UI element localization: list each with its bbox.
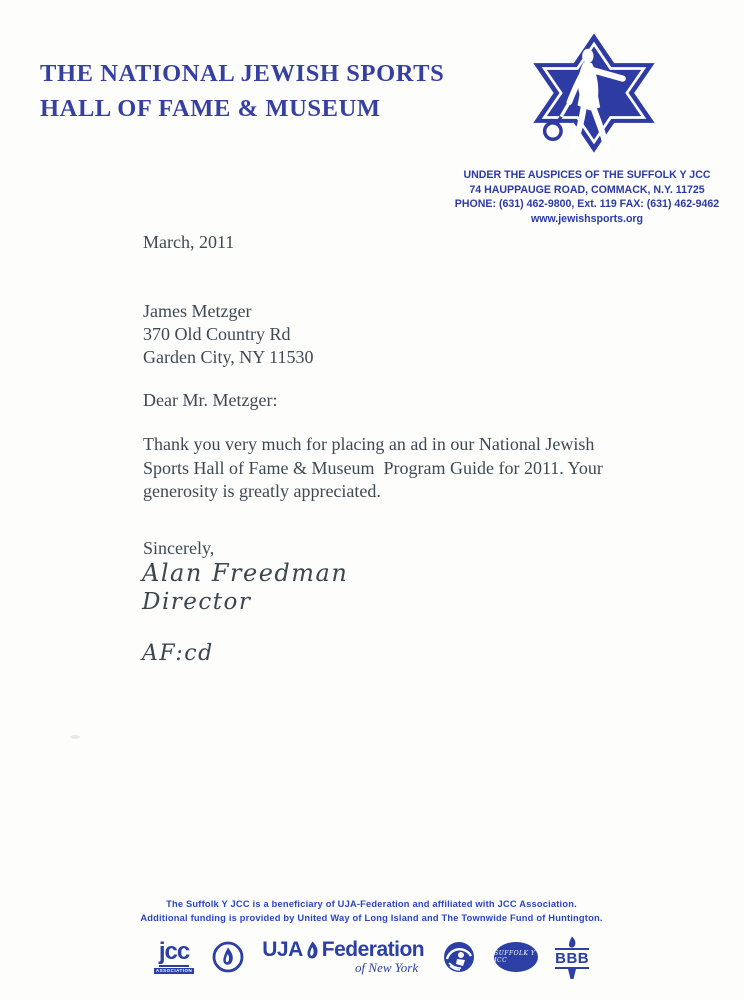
recipient-name: James Metzger	[143, 301, 252, 321]
paragraph-line: Thank you very much for placing an ad in our National Jewish	[143, 434, 595, 454]
organization-title-line2: HALL OF FAME & MUSEUM	[40, 95, 381, 122]
suffolk-y-jcc-badge-logo: SUFFOLK Y JCC	[494, 942, 538, 972]
recipient-street: 370 Old Country Rd	[143, 324, 291, 344]
paragraph-line: Sports Hall of Fame & Museum Program Guide for 2011. Your	[143, 457, 603, 478]
uja-of-new-york-text: of New York	[355, 960, 419, 975]
uja-federation-logo	[262, 938, 424, 976]
footer-note	[0, 898, 743, 925]
bbb-torch-stem-icon	[566, 969, 578, 979]
signature: Alan Freedman	[142, 559, 349, 587]
star-of-david-athlete-logo	[522, 30, 666, 156]
uja-flame-icon	[304, 941, 321, 960]
jcc-logo-subtext: ASSOCIATION	[155, 967, 193, 973]
signer-title: Director	[142, 589, 252, 615]
letter-paragraph	[143, 433, 603, 504]
recipient-city: Garden City, NY 11530	[143, 347, 314, 367]
bbb-logo-text: BBB	[555, 949, 590, 967]
website-url: www.jewishsports.org	[530, 212, 644, 225]
uja-logo-text: UJA	[262, 938, 303, 961]
recipient-address-block	[143, 300, 313, 369]
bbb-flame-icon	[565, 936, 579, 948]
federation-logo-text: Federation	[321, 938, 425, 961]
flame-in-circle-icon	[211, 940, 245, 974]
paragraph-line: generosity is greatly appreciated.	[143, 481, 381, 501]
footer-note-line2: Additional funding is provided by United Way of Long Island and The Townwide Fund of Huntington.	[140, 912, 603, 923]
closing: Sincerely,	[143, 538, 215, 558]
street-address: 74 HAUPPAUGE ROAD, COMMACK, N.Y. 11725	[469, 183, 705, 196]
partner-logo-row	[0, 929, 743, 985]
letter-date: March, 2011	[143, 232, 235, 252]
salutation: Dear Mr. Metzger:	[143, 390, 278, 410]
reference-initials: AF:cd	[142, 641, 214, 666]
phone-fax-line: PHONE: (631) 462-9800, Ext. 119 FAX: (631) 462-9462	[454, 198, 720, 211]
jcc-logo-text: jcc	[158, 937, 190, 965]
footer-note-line1: The Suffolk Y JCC is a beneficiary of UJA-Federation and affiliated with JCC Association.	[166, 899, 577, 909]
bbb-torch-logo	[555, 936, 589, 979]
star-of-david-icon	[522, 30, 666, 156]
organization-title	[40, 56, 444, 126]
jcc-association-logo	[154, 937, 194, 975]
auspices-line: UNDER THE AUSPICES OF THE SUFFOLK Y JCC	[463, 169, 711, 181]
scan-artifact	[70, 735, 80, 739]
organization-title-line1: THE NATIONAL JEWISH SPORTS	[40, 60, 445, 87]
united-way-icon	[441, 939, 477, 975]
letterhead-address-block	[438, 168, 736, 226]
